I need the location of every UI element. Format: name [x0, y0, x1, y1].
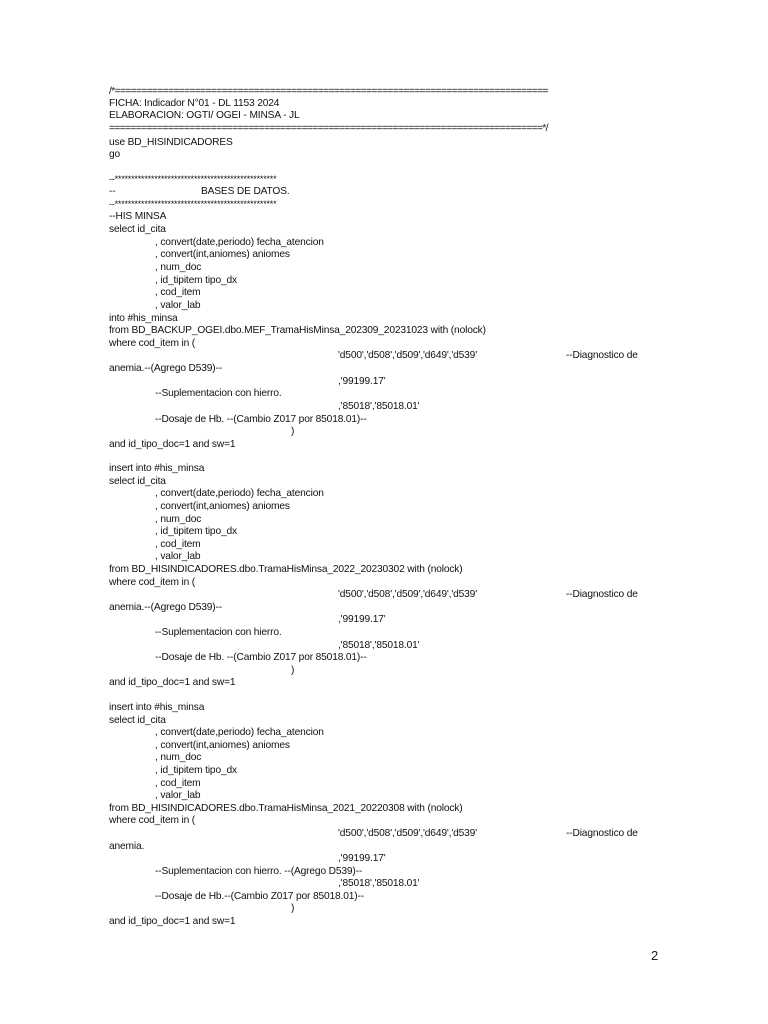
- select-column: , convert(date,periodo) fecha_atencion: [155, 237, 324, 248]
- go-line: go: [109, 149, 121, 160]
- select-column: , convert(date,periodo) fecha_atencion: [155, 488, 324, 499]
- select-line: select id_cita: [109, 224, 166, 235]
- select-column: , convert(int,aniomes) aniomes: [155, 740, 290, 751]
- comment-separator-top: /*=================================================================================: [109, 86, 548, 97]
- where-line: where cod_item in (: [109, 338, 196, 349]
- supplementation-comment: --Suplementacion con hierro.: [155, 388, 282, 399]
- ficha-line: FICHA: Indicador N°01 - DL 1153 2024: [109, 98, 280, 109]
- and-condition-line: and id_tipo_doc=1 and sw=1: [109, 439, 236, 450]
- hemoglobin-codes: ,'85018','85018.01': [338, 640, 420, 651]
- supplementation-code: ,'99199.17': [338, 376, 386, 387]
- page-number: 2: [651, 948, 659, 963]
- hemoglobin-comment: --Dosaje de Hb. --(Cambio Z017 por 85018.01)--: [155, 652, 367, 663]
- where-line: where cod_item in (: [109, 815, 196, 826]
- select-column: , num_doc: [155, 752, 202, 763]
- select-column: , valor_lab: [155, 551, 201, 562]
- select-column: , convert(int,aniomes) aniomes: [155, 249, 290, 260]
- from-line: from BD_HISINDICADORES.dbo.TramaHisMinsa_2022_20230302 with (nolock): [109, 564, 463, 575]
- diagnosis-comment-continued: anemia.--(Agrego D539)--: [109, 363, 223, 374]
- hemoglobin-codes: ,'85018','85018.01': [338, 401, 420, 412]
- diagnosis-comment: --Diagnostico de: [566, 350, 638, 361]
- select-line: select id_cita: [109, 715, 166, 726]
- diagnosis-comment-continued: anemia.--(Agrego D539)--: [109, 602, 223, 613]
- his-minsa-comment: --HIS MINSA: [109, 211, 167, 222]
- from-line: from BD_BACKUP_OGEI.dbo.MEF_TramaHisMinsa_202309_20231023 with (nolock): [109, 325, 486, 336]
- banner-stars-bottom: --*************************************************: [109, 199, 277, 209]
- select-column: , valor_lab: [155, 790, 201, 801]
- and-condition-line: and id_tipo_doc=1 and sw=1: [109, 677, 236, 688]
- supplementation-code: ,'99199.17': [338, 614, 386, 625]
- diagnosis-comment: --Diagnostico de: [566, 589, 638, 600]
- insert-line: insert into #his_minsa: [109, 702, 205, 713]
- hemoglobin-comment: --Dosaje de Hb. --(Cambio Z017 por 85018.01)--: [155, 414, 367, 425]
- diagnosis-codes: 'd500','d508','d509','d649','d539': [338, 589, 477, 600]
- supplementation-comment: --Suplementacion con hierro.: [155, 627, 282, 638]
- hemoglobin-comment: --Dosaje de Hb.--(Cambio Z017 por 85018.01)--: [155, 891, 364, 902]
- and-condition-line: and id_tipo_doc=1 and sw=1: [109, 916, 236, 927]
- select-column: , id_tipitem tipo_dx: [155, 526, 237, 537]
- select-column: , num_doc: [155, 514, 202, 525]
- supplementation-comment: --Suplementacion con hierro. --(Agrego D539)--: [155, 866, 363, 877]
- elaboracion-line: ELABORACION: OGTI/ OGEI - MINSA - JL: [109, 110, 300, 121]
- diagnosis-comment: --Diagnostico de: [566, 828, 638, 839]
- select-column: , num_doc: [155, 262, 202, 273]
- diagnosis-comment-continued: anemia.: [109, 841, 145, 852]
- into-line: into #his_minsa: [109, 313, 178, 324]
- select-column: , cod_item: [155, 287, 201, 298]
- where-line: where cod_item in (: [109, 577, 196, 588]
- from-line: from BD_HISINDICADORES.dbo.TramaHisMinsa_2021_20220308 with (nolock): [109, 803, 463, 814]
- banner-title: BASES DE DATOS.: [201, 186, 290, 197]
- hemoglobin-codes: ,'85018','85018.01': [338, 878, 420, 889]
- close-paren: ): [291, 426, 295, 437]
- select-column: , id_tipitem tipo_dx: [155, 275, 237, 286]
- diagnosis-codes: 'd500','d508','d509','d649','d539': [338, 350, 477, 361]
- close-paren: ): [291, 903, 295, 914]
- select-column: , id_tipitem tipo_dx: [155, 765, 237, 776]
- close-paren: ): [291, 665, 295, 676]
- banner-dashes: --: [109, 186, 116, 197]
- comment-separator-bottom: =================================================================================*/: [109, 123, 548, 134]
- use-database-line: use BD_HISINDICADORES: [109, 137, 233, 148]
- select-column: , valor_lab: [155, 300, 201, 311]
- select-column: , cod_item: [155, 539, 201, 550]
- diagnosis-codes: 'd500','d508','d509','d649','d539': [338, 828, 477, 839]
- banner-stars-top: --*************************************************: [109, 174, 277, 184]
- select-line: select id_cita: [109, 476, 166, 487]
- select-column: , convert(int,aniomes) aniomes: [155, 501, 290, 512]
- insert-line: insert into #his_minsa: [109, 463, 205, 474]
- select-column: , convert(date,periodo) fecha_atencion: [155, 727, 324, 738]
- supplementation-code: ,'99199.17': [338, 853, 386, 864]
- select-column: , cod_item: [155, 778, 201, 789]
